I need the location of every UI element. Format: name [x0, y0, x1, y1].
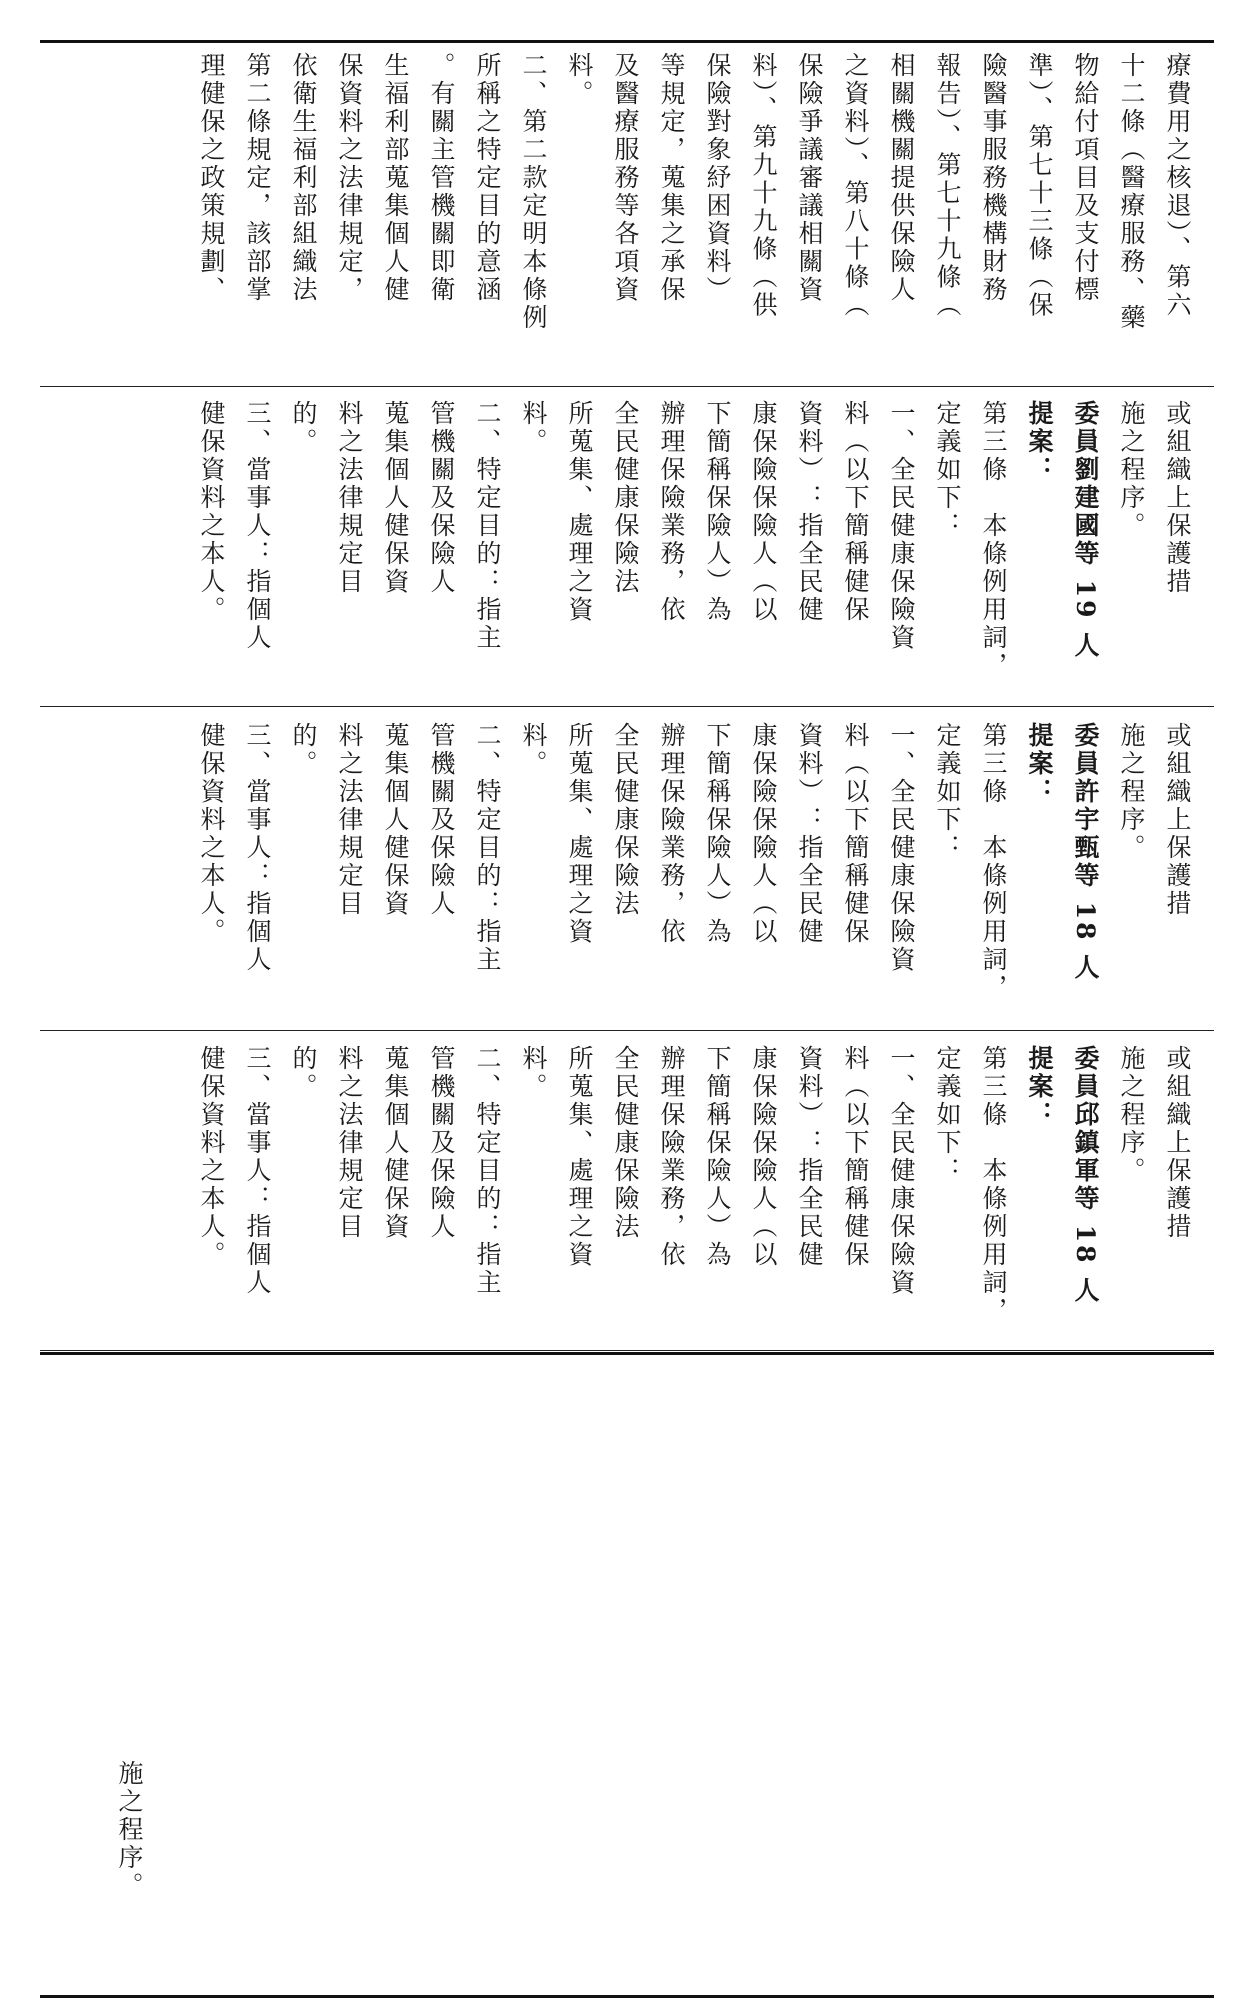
col-hsu-line: 管機關及保險人 — [427, 722, 456, 918]
col-chiu-line: 料。 — [519, 1045, 548, 1101]
col-explanation-line: 保資料之法律規定， — [335, 52, 364, 304]
col-hsu-line: 定義如下： — [933, 722, 962, 862]
col-liu-line: 料之法律規定目 — [335, 400, 364, 596]
top-rule — [40, 40, 1214, 43]
col-explanation-line: 及醫療服務等各項資 — [611, 52, 640, 304]
col-hsu-line: 全民健康保險法 — [611, 722, 640, 918]
col-liu-line: 康保險保險人（以 — [749, 400, 778, 624]
col-liu-line: 二、特定目的：指主 — [473, 400, 502, 652]
col-chiu-line: 三、當事人：指個人 — [243, 1045, 272, 1297]
col-explanation-line: 之資料）、第八十條（ — [841, 52, 870, 320]
col-liu-line: 施之程序。 — [1117, 400, 1146, 540]
col-chiu-line: 所蒐集、處理之資 — [565, 1045, 594, 1269]
col-hsu-line: 蒐集個人健保資 — [381, 722, 410, 918]
col-explanation-line: 等規定，蒐集之承保 — [657, 52, 686, 304]
row-divider-1 — [40, 386, 1214, 387]
col-hsu-line: 康保險保險人（以 — [749, 722, 778, 946]
col-chiu-line: 健保資料之本人。 — [197, 1045, 226, 1269]
col-chiu-line: 下簡稱保險人）為 — [703, 1045, 732, 1269]
col-chiu-line: 的。 — [289, 1045, 318, 1101]
col-liu-line: 料。 — [519, 400, 548, 456]
col-hsu-line: 三、當事人：指個人 — [243, 722, 272, 974]
col-hsu-line: 辦理保險業務，依 — [657, 722, 686, 946]
col-explanation-line: 依衛生福利部組織法 — [289, 52, 318, 304]
footer-text — [60, 1760, 244, 1980]
col-hsu-line: 健保資料之本人。 — [197, 722, 226, 946]
row-divider-3 — [40, 1030, 1214, 1031]
col-hsu-line: 料。 — [519, 722, 548, 778]
bottom-rule — [40, 1995, 1214, 1998]
col-liu-line: 定義如下： — [933, 400, 962, 540]
col-hsu-line: 提案： — [1025, 722, 1054, 806]
col-chiu-line: 第三條 本條例用詞， — [979, 1045, 1008, 1325]
col-liu-line: 的。 — [289, 400, 318, 456]
col-hsu-line: 一、全民健康保險資 — [887, 722, 916, 974]
col-hsu-line: 施之程序。 — [1117, 722, 1146, 862]
col-chiu-line: 或組織上保護措 — [1163, 1045, 1192, 1241]
col-liu-line: 委員劉建國等 19 人 — [1071, 400, 1100, 661]
col-liu-line: 一、全民健康保險資 — [887, 400, 916, 652]
col-explanation-line: 二、第二款定明本條例 — [519, 52, 548, 332]
col-liu-line: 提案： — [1025, 400, 1054, 484]
col-chiu-line: 蒐集個人健保資 — [381, 1045, 410, 1241]
col-explanation-line: 物給付項目及支付標 — [1071, 52, 1100, 304]
footer-line: 施之程序。 — [115, 1760, 144, 1900]
col-hsu-line: 委員許宇甄等 18 人 — [1071, 722, 1100, 983]
col-chiu-line: 資料）：指全民健 — [795, 1045, 824, 1269]
col-chiu-line: 施之程序。 — [1117, 1045, 1146, 1185]
col-explanation-line: 報告）、第七十九條（ — [933, 52, 962, 320]
proposal-liu-block — [188, 400, 1200, 700]
col-liu-line: 第三條 本條例用詞， — [979, 400, 1008, 680]
proposal-chiu-block — [188, 1045, 1200, 1345]
col-explanation-line: 。有關主管機關即衛 — [427, 52, 456, 304]
col-hsu-line: 所蒐集、處理之資 — [565, 722, 594, 946]
col-chiu-line: 提案： — [1025, 1045, 1054, 1129]
col-liu-line: 蒐集個人健保資 — [381, 400, 410, 596]
middle-rule — [40, 1352, 1214, 1355]
col-hsu-line: 第三條 本條例用詞， — [979, 722, 1008, 1002]
col-explanation-line: 第二條規定，該部掌 — [243, 52, 272, 304]
col-hsu-line: 資料）：指全民健 — [795, 722, 824, 946]
col-explanation-line: 險醫事服務機構財務 — [979, 52, 1008, 304]
col-liu-line: 全民健康保險法 — [611, 400, 640, 596]
col-hsu-line: 的。 — [289, 722, 318, 778]
col-hsu-line: 料（以下簡稱健保 — [841, 722, 870, 946]
explanation-block — [188, 52, 1200, 372]
col-chiu-line: 康保險保險人（以 — [749, 1045, 778, 1269]
col-chiu-line: 管機關及保險人 — [427, 1045, 456, 1241]
col-liu-line: 辦理保險業務，依 — [657, 400, 686, 624]
col-explanation-line: 相關機關提供保險人 — [887, 52, 916, 304]
col-liu-line: 下簡稱保險人）為 — [703, 400, 732, 624]
col-explanation-line: 十二條（醫療服務、藥 — [1117, 52, 1146, 332]
col-hsu-line: 二、特定目的：指主 — [473, 722, 502, 974]
col-chiu-line: 二、特定目的：指主 — [473, 1045, 502, 1297]
col-liu-line: 資料）：指全民健 — [795, 400, 824, 624]
row-divider-4 — [40, 1350, 1214, 1351]
row-divider-2 — [40, 706, 1214, 707]
col-chiu-line: 一、全民健康保險資 — [887, 1045, 916, 1297]
col-liu-line: 料（以下簡稱健保 — [841, 400, 870, 624]
proposal-hsu-block — [188, 722, 1200, 1022]
col-hsu-line: 下簡稱保險人）為 — [703, 722, 732, 946]
col-explanation-line: 料）、第九十九條（供 — [749, 52, 778, 320]
col-chiu-line: 委員邱鎮軍等 18 人 — [1071, 1045, 1100, 1306]
col-chiu-line: 全民健康保險法 — [611, 1045, 640, 1241]
col-hsu-line: 或組織上保護措 — [1163, 722, 1192, 918]
col-explanation-line: 理健保之政策規劃、 — [197, 52, 226, 304]
col-explanation-line: 保險對象紓困資料） — [703, 52, 732, 304]
col-hsu-line: 料之法律規定目 — [335, 722, 364, 918]
col-explanation-line: 保險爭議審議相關資 — [795, 52, 824, 304]
col-explanation-line: 準）、第七十三條（保 — [1025, 52, 1054, 320]
col-explanation-line: 所稱之特定目的意涵 — [473, 52, 502, 304]
col-chiu-line: 辦理保險業務，依 — [657, 1045, 686, 1269]
col-liu-line: 或組織上保護措 — [1163, 400, 1192, 596]
col-chiu-line: 料（以下簡稱健保 — [841, 1045, 870, 1269]
col-chiu-line: 定義如下： — [933, 1045, 962, 1185]
col-chiu-line: 料之法律規定目 — [335, 1045, 364, 1241]
col-liu-line: 健保資料之本人。 — [197, 400, 226, 624]
col-explanation-line: 生福利部蒐集個人健 — [381, 52, 410, 304]
col-explanation-line: 療費用之核退）、第六 — [1163, 52, 1192, 320]
col-explanation-line: 料。 — [565, 52, 594, 108]
col-liu-line: 三、當事人：指個人 — [243, 400, 272, 652]
col-liu-line: 管機關及保險人 — [427, 400, 456, 596]
col-liu-line: 所蒐集、處理之資 — [565, 400, 594, 624]
